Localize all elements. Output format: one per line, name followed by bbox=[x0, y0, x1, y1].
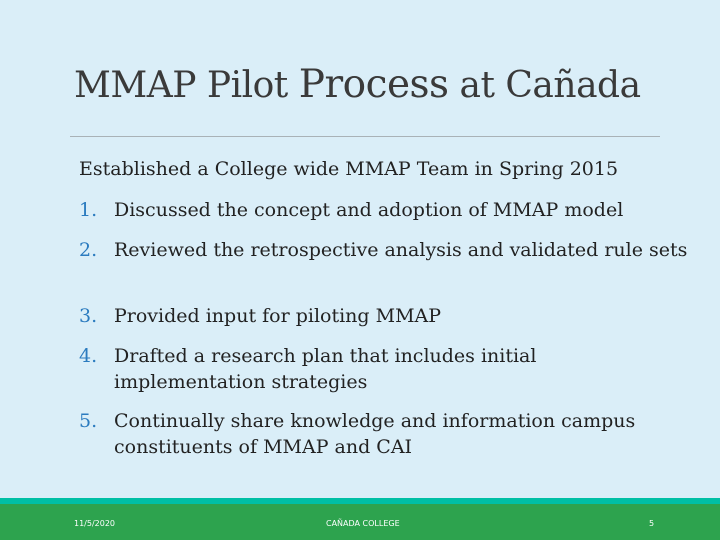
list-item-number: 2. bbox=[79, 239, 98, 261]
list-item-number: 3. bbox=[79, 305, 98, 327]
title-part-2: Process bbox=[298, 62, 449, 107]
footer-organization: CAÑADA COLLEGE bbox=[326, 519, 400, 528]
list-item bbox=[79, 237, 689, 263]
footer-page-number: 5 bbox=[649, 519, 655, 528]
list-item-text: Discussed the concept and adoption of MMAP model bbox=[114, 199, 624, 221]
title-part-1: MMAP Pilot bbox=[74, 65, 299, 106]
list-item-text: Provided input for piloting MMAP bbox=[114, 305, 442, 327]
footer-date: 11/5/2020 bbox=[74, 519, 116, 528]
intro-text: Established a College wide MMAP Team in Spring 2015 bbox=[79, 158, 619, 180]
list-item bbox=[79, 343, 689, 395]
list-item-text: Drafted a research plan that includes initial implementation strategies bbox=[114, 345, 537, 393]
list-item-number: 4. bbox=[79, 345, 98, 367]
list-item-text: Continually share knowledge and information campus constituents of MMAP and CAI bbox=[114, 410, 636, 458]
list-item-number: 1. bbox=[79, 199, 98, 221]
list-item bbox=[79, 408, 689, 460]
list-item bbox=[79, 197, 689, 223]
slide-footer bbox=[0, 504, 720, 540]
slide-title bbox=[74, 62, 641, 107]
title-part-3: at Cañada bbox=[448, 65, 641, 106]
list-item bbox=[79, 303, 689, 329]
title-divider bbox=[70, 136, 660, 137]
list-item-number: 5. bbox=[79, 410, 98, 432]
list-item-text: Reviewed the retrospective analysis and validated rule sets bbox=[114, 239, 688, 261]
